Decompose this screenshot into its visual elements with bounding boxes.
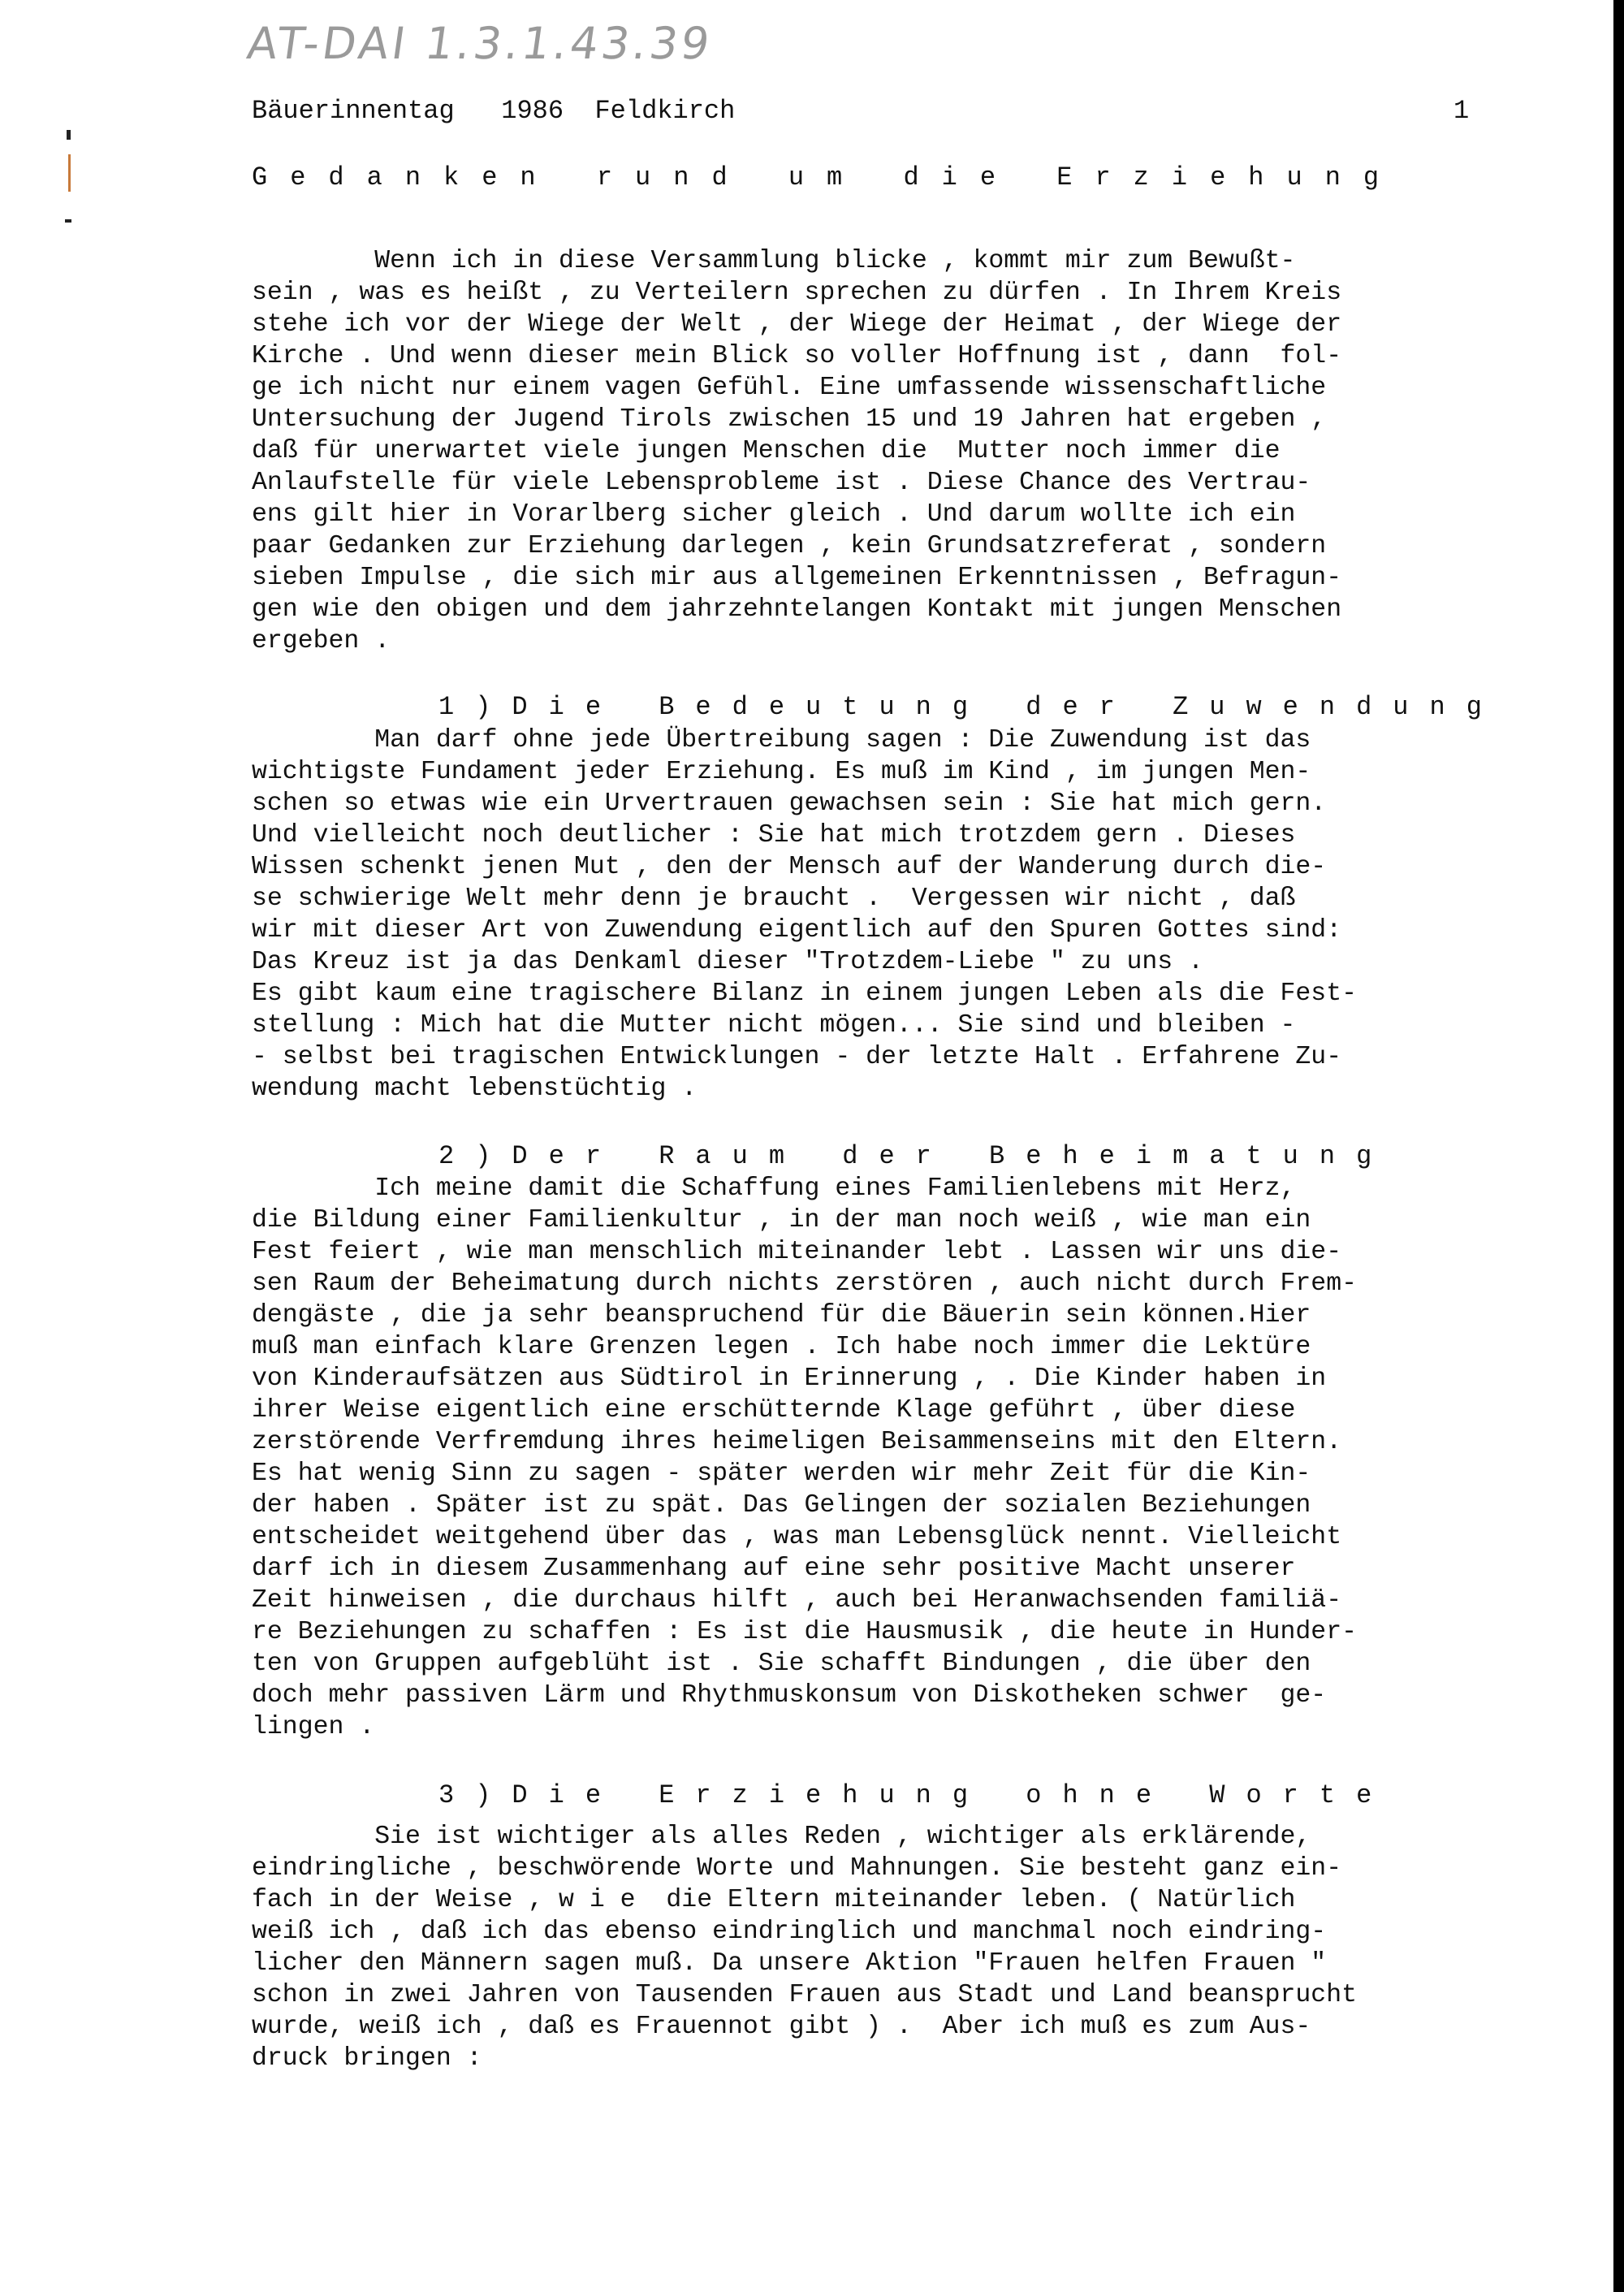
text-line: daß für unerwartet viele jungen Menschen die Mutter noch immer die (252, 437, 1281, 465)
section-heading: 1)Die Bedeutung der Zuwendung (438, 692, 1503, 722)
text-line: Anlaufstelle für viele Lebensprobleme ist . Diese Chance des Vertrau- (252, 469, 1311, 497)
text-line: Ich meine damit die Schaffung eines Familienlebens mit Herz, (252, 1174, 1296, 1203)
text-line: sieben Impulse , die sich mir aus allgemeinen Erkenntnissen , Befragun- (252, 564, 1342, 592)
text-line: wir mit dieser Art von Zuwendung eigentlich auf den Spuren Gottes sind: (252, 916, 1342, 945)
text-line: Kirche . Und wenn dieser mein Blick so voller Hoffnung ist , dann fol- (252, 342, 1342, 370)
text-line: dengäste , die ja sehr beanspruchend für die Bäuerin sein können.Hier (252, 1301, 1311, 1330)
text-line: Man darf ohne jede Übertreibung sagen : Die Zuwendung ist das (252, 726, 1311, 755)
text-line: Sie ist wichtiger als alles Reden , wichtiger als erklärende, (252, 1823, 1311, 1851)
text-line: doch mehr passiven Lärm und Rhythmuskonsum von Diskotheken schwer ge- (252, 1681, 1327, 1710)
text-line: Zeit hinweisen , die durchaus hilft , auch bei Heranwachsenden familiä- (252, 1586, 1342, 1615)
section-heading: 3)Die Erziehung ohne Worte (438, 1780, 1393, 1810)
text-line: eindringliche , beschwörende Worte und Mahnungen. Sie besteht ganz ein- (252, 1854, 1342, 1883)
margin-mark (68, 154, 71, 192)
text-line: Das Kreuz ist ja das Denkaml dieser "Trotzdem-Liebe " zu uns . (252, 948, 1203, 976)
text-line: Wissen schenkt jenen Mut , den der Mensch auf der Wanderung durch die- (252, 853, 1327, 881)
text-line: sein , was es heißt , zu Verteilern sprechen zu dürfen . In Ihrem Kreis (252, 279, 1342, 307)
punch-mark (67, 130, 71, 140)
text-line: ergeben . (252, 627, 391, 655)
page-number: 1 (1453, 96, 1470, 126)
text-line: gen wie den obigen und dem jahrzehntelangen Kontakt mit jungen Menschen (252, 595, 1342, 624)
text-line: stehe ich vor der Wiege der Welt , der Wiege der Heimat , der Wiege der (252, 310, 1342, 339)
document-title: Gedanken rund um die Erziehung (252, 162, 1402, 192)
text-line: ge ich nicht nur einem vagen Gefühl. Eine umfassende wissenschaftliche (252, 374, 1327, 402)
text-line: der haben . Später ist zu spät. Das Gelingen der sozialen Beziehungen (252, 1491, 1311, 1520)
text-line: von Kinderaufsätzen aus Südtirol in Erinnerung , . Die Kinder haben in (252, 1364, 1327, 1393)
text-line: paar Gedanken zur Erziehung darlegen , kein Grundsatzreferat , sondern (252, 532, 1327, 560)
punch-mark (65, 219, 71, 223)
document-header: Bäuerinnentag 1986 Feldkirch (252, 96, 736, 126)
text-line: ten von Gruppen aufgeblüht ist . Sie schafft Bindungen , die über den (252, 1650, 1311, 1678)
text-line: schon in zwei Jahren von Tausenden Frauen aus Stadt und Land beansprucht (252, 1981, 1358, 2009)
text-line: Untersuchung der Jugend Tirols zwischen 15 und 19 Jahren hat ergeben , (252, 405, 1327, 434)
text-line: licher den Männern sagen muß. Da unsere Aktion "Frauen helfen Frauen " (252, 1949, 1327, 1978)
text-line: muß man einfach klare Grenzen legen . Ich habe noch immer die Lektüre (252, 1333, 1311, 1361)
text-line: se schwierige Welt mehr denn je braucht . Vergessen wir nicht , daß (252, 884, 1296, 913)
text-line: ihrer Weise eigentlich eine erschütternde Klage geführt , über diese (252, 1396, 1296, 1425)
section-heading: 2)Der Raum der Beheimatung (438, 1141, 1393, 1171)
text-line: Fest feiert , wie man menschlich miteinander lebt . Lassen wir uns die- (252, 1238, 1342, 1266)
text-line: weiß ich , daß ich das ebenso eindringlich und manchmal noch eindring- (252, 1918, 1327, 1946)
text-line: re Beziehungen zu schaffen : Es ist die Hausmusik , die heute in Hunder- (252, 1618, 1358, 1646)
text-line: - selbst bei tragischen Entwicklungen - der letzte Halt . Erfahrene Zu- (252, 1043, 1342, 1071)
text-line: schen so etwas wie ein Urvertrauen gewachsen sein : Sie hat mich gern. (252, 789, 1327, 818)
text-line: wendung macht lebenstüchtig . (252, 1075, 698, 1103)
text-line: die Bildung einer Familienkultur , in der man noch weiß , wie man ein (252, 1206, 1311, 1235)
text-line: Es hat wenig Sinn zu sagen - später werden wir mehr Zeit für die Kin- (252, 1460, 1311, 1488)
text-line: zerstörende Verfremdung ihres heimeligen Beisammenseins mit den Eltern. (252, 1428, 1342, 1456)
text-line: lingen . (252, 1713, 375, 1741)
text-line: Und vielleicht noch deutlicher : Sie hat mich trotzdem gern . Dieses (252, 821, 1296, 850)
text-line: fach in der Weise , w i e die Eltern miteinander leben. ( Natürlich (252, 1886, 1296, 1914)
text-line: wichtigste Fundament jeder Erziehung. Es muß im Kind , im jungen Men- (252, 758, 1311, 786)
text-line: entscheidet weitgehend über das , was man Lebensglück nennt. Vielleicht (252, 1523, 1342, 1551)
text-line: stellung : Mich hat die Mutter nicht mögen... Sie sind und bleiben - (252, 1011, 1296, 1040)
text-line: darf ich in diesem Zusammenhang auf eine sehr positive Macht unserer (252, 1555, 1296, 1583)
text-line: sen Raum der Beheimatung durch nichts zerstören , auch nicht durch Frem- (252, 1269, 1358, 1298)
text-line: wurde, weiß ich , daß es Frauennot gibt ) . Aber ich muß es zum Aus- (252, 2013, 1311, 2041)
text-line: druck bringen : (252, 2044, 482, 2073)
text-line: Es gibt kaum eine tragischere Bilanz in einem jungen Leben als die Fest- (252, 980, 1358, 1008)
text-line: ens gilt hier in Vorarlberg sicher gleich . Und darum wollte ich ein (252, 500, 1296, 529)
archive-id-handwritten: AT-DAI 1.3.1.43.39 (244, 18, 716, 69)
text-line: Wenn ich in diese Versammlung blicke , kommt mir zum Bewußt- (252, 247, 1296, 275)
